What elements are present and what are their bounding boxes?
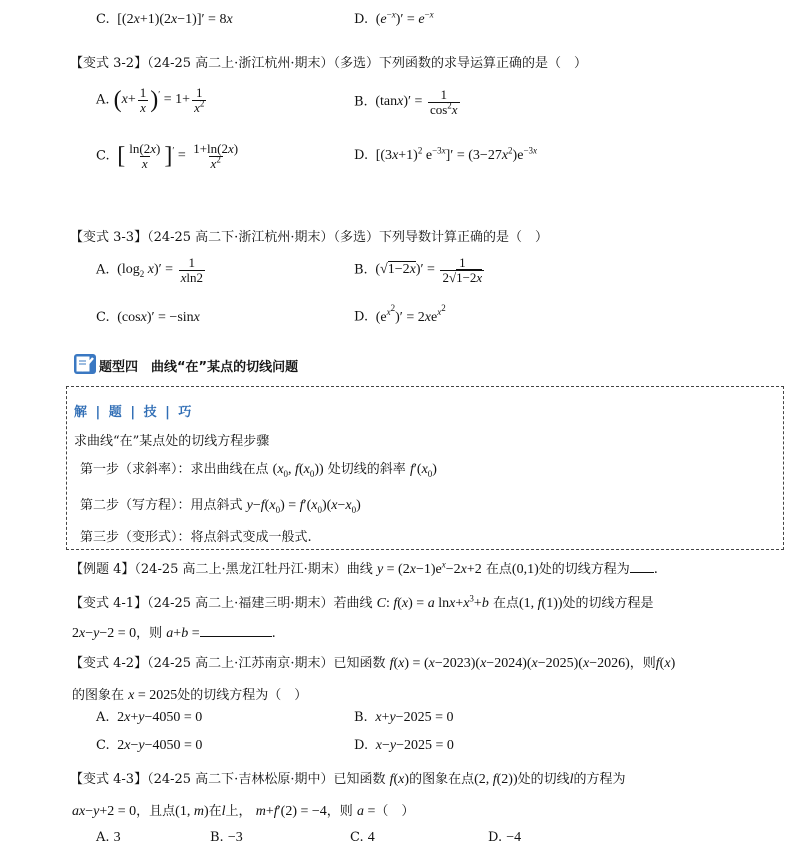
formula: $(e^{x^2})' = 2xe^{x^2}$ bbox=[372, 303, 446, 325]
formula: [$(3x+1)^2$ $e^{-3x}]' = (3-27x^2)e^{-3x}$ bbox=[372, 145, 538, 163]
formula: (cosx)′ = −sinx bbox=[113, 310, 200, 325]
question-text: ，则 bbox=[136, 626, 163, 641]
step-text: 第二步（写方程）：用点斜式 bbox=[80, 498, 243, 513]
question-text: 已知函数 bbox=[333, 772, 386, 787]
question-text: 上， bbox=[225, 804, 252, 819]
question-source: （24-25 高二上·黑龙江牡丹江·期末） bbox=[134, 562, 347, 577]
option-label: B. bbox=[354, 94, 368, 110]
question-text: 的图象在 bbox=[72, 688, 125, 703]
q4-3-option-b[interactable] bbox=[210, 830, 243, 846]
formula: l bbox=[221, 804, 226, 819]
q3-2-stem bbox=[70, 52, 587, 71]
formula: (√1−2x)′ = $\frac{1}{2√1-2x}$ bbox=[371, 255, 483, 285]
formula: (1, f(1)) bbox=[518, 596, 563, 611]
formula: (x+ $\frac{1}{x}$ )′ = 1+ $\frac{1}{x^2}$ bbox=[113, 85, 205, 115]
q3-3-stem bbox=[70, 226, 548, 245]
option-label: C. bbox=[96, 738, 110, 753]
formula: ($\log_2$ x)′ = $\frac{1}{xln2}$ bbox=[113, 255, 203, 285]
option-value: 3 bbox=[113, 830, 121, 845]
question-text: 处的切线方程为（ ） bbox=[177, 688, 308, 703]
option-label: A. bbox=[96, 262, 110, 278]
question-text: 处的切线方程是 bbox=[562, 596, 654, 611]
q4-2-stem-cont bbox=[72, 684, 307, 704]
pencil-note-icon bbox=[74, 354, 96, 374]
q4-2-option-d[interactable] bbox=[354, 738, 454, 754]
question-tag: 【变式 3-3】 bbox=[70, 230, 148, 245]
option-label: D. bbox=[354, 148, 369, 163]
answer-blank[interactable] bbox=[200, 636, 272, 637]
q3-2-option-b[interactable] bbox=[354, 88, 462, 116]
question-source: （24-25 高二下·吉林松原·期中） bbox=[147, 772, 334, 787]
q3-2-option-c[interactable] bbox=[96, 142, 242, 170]
question-text: ，且点 bbox=[136, 804, 176, 819]
formula: (0,1) bbox=[511, 562, 539, 577]
question-source: （24-25 高二上·浙江杭州·期末）（多选） bbox=[147, 56, 379, 71]
q4-2-stem bbox=[70, 652, 675, 672]
formula: l bbox=[569, 772, 574, 787]
formula: m+f′(2) = −4 bbox=[255, 804, 327, 819]
question-text: ，则 bbox=[629, 656, 656, 671]
q4-3-option-d[interactable] bbox=[488, 830, 521, 846]
q3-3-option-c[interactable] bbox=[96, 310, 200, 326]
tips-intro: 求曲线“在”某点处的切线方程步骤 bbox=[74, 434, 270, 449]
question-tag: 【变式 4-1】 bbox=[70, 596, 148, 611]
question-text: 的方程为 bbox=[573, 772, 626, 787]
question-tag: 【变式 4-3】 bbox=[70, 772, 148, 787]
question-text: 在点 bbox=[492, 596, 519, 611]
option-value: −3 bbox=[227, 830, 243, 845]
tips-title: 解 | 题 | 技 | 巧 bbox=[74, 405, 194, 420]
option-label: C. bbox=[350, 830, 364, 845]
option-label: C. bbox=[96, 310, 110, 325]
formula: a+b = bbox=[166, 626, 200, 641]
formula: a = bbox=[356, 804, 376, 819]
tips-step-3: 第三步（变形式）：将点斜式变成一般式. bbox=[80, 530, 312, 545]
formula: x = 2025 bbox=[128, 688, 178, 703]
question-text: 若曲线 bbox=[333, 596, 373, 611]
formula: 2x−y−2 = 0 bbox=[72, 626, 137, 641]
option-label: D. bbox=[488, 830, 503, 845]
question-source: （24-25 高二下·浙江杭州·期末）（多选） bbox=[147, 230, 379, 245]
example-4: 【例题 4】（24-25 高二上·黑龙江牡丹江·期末）曲线 $y = (2x-1)e^x-2x+2$ 在点(0,1)处的切线方程为 . bbox=[70, 559, 658, 577]
option-label: C. bbox=[96, 148, 110, 164]
q4-3-option-c[interactable] bbox=[350, 830, 375, 846]
question-tag: 【变式 4-2】 bbox=[70, 656, 148, 671]
option-value: 4 bbox=[367, 830, 375, 845]
formula: f(x) bbox=[389, 772, 410, 787]
question-text: 处的切线方程为 bbox=[538, 562, 630, 577]
q3-1-option-c[interactable] bbox=[96, 12, 233, 28]
q4-2-option-c[interactable] bbox=[96, 738, 202, 754]
q3-3-option-a[interactable] bbox=[96, 256, 207, 284]
question-source: （24-25 高二上·江苏南京·期末） bbox=[147, 656, 334, 671]
question-text: 已知函数 bbox=[333, 656, 386, 671]
formula: 2x+y−4050 = 0 bbox=[113, 710, 203, 725]
question-text: ，则 bbox=[326, 804, 353, 819]
q4-3-option-a[interactable] bbox=[96, 830, 121, 846]
q4-3-stem bbox=[70, 768, 626, 788]
option-label: D. bbox=[354, 12, 369, 27]
question-tag: 【变式 3-2】 bbox=[70, 56, 148, 71]
formula: f(x) = (x−2023)(x−2024)(x−2025)(x−2026) bbox=[389, 656, 630, 671]
question-text: 在 bbox=[208, 804, 222, 819]
question-text: 在点 bbox=[485, 562, 512, 577]
formula: [(2x+1)(2x−1)]′ = 8x bbox=[113, 12, 233, 27]
answer-blank[interactable] bbox=[630, 572, 654, 573]
question-source: （24-25 高二上·福建三明·期末） bbox=[147, 596, 334, 611]
question-tag: 【例题 4】 bbox=[70, 562, 135, 577]
option-value: −4 bbox=[506, 830, 522, 845]
formula: (tanx)′ = $\frac{1}{\cos^2x}$ bbox=[371, 87, 458, 117]
question-text: （ ） bbox=[375, 804, 415, 819]
q4-1-stem-cont: 2x−y−2 = 0，则 a+b = . bbox=[72, 626, 276, 641]
formula: $y-f(x_0) = f'(x_0)(x-x_0)$ bbox=[246, 498, 361, 515]
q3-2-option-a[interactable] bbox=[96, 86, 208, 114]
formula: 2x−y−4050 = 0 bbox=[113, 738, 203, 753]
q3-2-option-d[interactable] bbox=[354, 145, 538, 164]
question-text: 处的切线 bbox=[517, 772, 570, 787]
option-label: A. bbox=[96, 92, 110, 108]
formula: x−y−2025 = 0 bbox=[375, 738, 454, 753]
formula: ($x_0$, $f(x_0)$) bbox=[272, 462, 324, 479]
formula: (2, f(2)) bbox=[474, 772, 518, 787]
question-text: 的图象在点 bbox=[409, 772, 475, 787]
option-label: B. bbox=[354, 710, 368, 725]
option-label: A. bbox=[96, 830, 110, 845]
q3-3-option-d[interactable] bbox=[354, 303, 446, 326]
q4-1-stem bbox=[70, 592, 654, 612]
formula: $y = (2x-1)e^x-2x+2$ bbox=[376, 559, 482, 577]
q4-2-option-a[interactable] bbox=[96, 710, 202, 726]
option-label: D. bbox=[354, 738, 369, 753]
formula: $f'(x_0)$ bbox=[409, 462, 437, 479]
question-text: 下列导数计算正确的是（ ） bbox=[378, 230, 548, 245]
option-label: A. bbox=[96, 710, 110, 725]
formula: C: f(x) = a $\ln x+x^3+b$ bbox=[376, 593, 489, 611]
option-label: B. bbox=[354, 262, 368, 278]
q4-2-option-b[interactable] bbox=[354, 710, 453, 726]
option-label: C. bbox=[96, 12, 110, 27]
question-text: 曲线 bbox=[346, 562, 373, 577]
formula: $(e^{-x})' = e^{-x}$ bbox=[372, 9, 434, 27]
q4-3-stem-cont bbox=[72, 800, 414, 820]
section-title: 题型四 曲线“在”某点的切线问题 bbox=[99, 360, 299, 375]
option-label: B. bbox=[210, 830, 224, 845]
option-label: D. bbox=[354, 309, 369, 325]
step-text: 第一步（求斜率）：求出曲线在点 bbox=[80, 462, 269, 477]
step-text: 处切线的斜率 bbox=[327, 462, 406, 477]
q3-1-option-d[interactable] bbox=[354, 9, 434, 28]
question-text: 下列函数的求导运算正确的是（ ） bbox=[378, 56, 587, 71]
formula: f(x) bbox=[655, 656, 676, 671]
formula: ax−y+2 = 0 bbox=[72, 804, 137, 819]
q3-3-option-b[interactable] bbox=[354, 256, 486, 284]
formula: [ $\frac{\ln(2x)}{x}$ ]′ = $\frac{1+\ln(2x)}{x^2}$ bbox=[117, 141, 239, 171]
tips-step-2 bbox=[80, 494, 361, 514]
formula: (1, m) bbox=[175, 804, 209, 819]
tips-step-1 bbox=[80, 458, 437, 478]
formula: x+y−2025 = 0 bbox=[375, 710, 454, 725]
